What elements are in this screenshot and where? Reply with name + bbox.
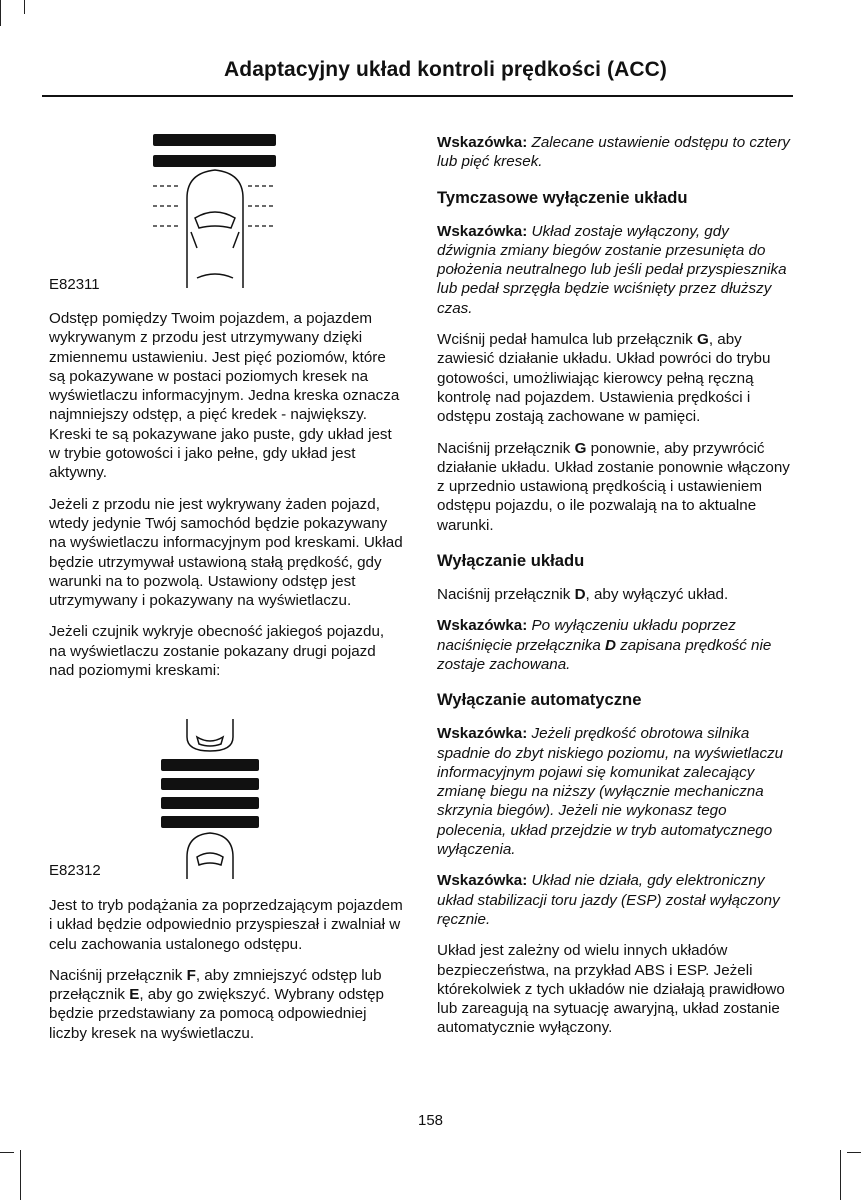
paragraph xyxy=(437,585,792,604)
paragraph xyxy=(49,966,404,1043)
note xyxy=(437,133,792,172)
note xyxy=(437,724,792,859)
crop-mark-bottom-right xyxy=(840,1150,841,1200)
note xyxy=(437,222,792,318)
text-run: , aby zawiesić działanie układu. Układ powróci do trybu gotowości, umożliwiając kierowcy pełną ręczną kontrolę nad pojazdem. Ustawienia prędkości i odstępu zostają zachowane w pamięci. xyxy=(437,331,771,426)
figure-code: E82311 xyxy=(49,276,100,293)
text-run: Naciśnij przełącznik xyxy=(49,966,187,984)
paragraph xyxy=(437,439,792,535)
crop-mark-top-left-v xyxy=(24,0,25,14)
distance-bar xyxy=(161,778,259,790)
note xyxy=(437,871,792,929)
switch-key: D xyxy=(605,636,616,654)
left-column-top xyxy=(49,309,404,692)
section-heading: Wyłączanie automatyczne xyxy=(437,690,642,710)
sensor-dashes xyxy=(153,186,276,226)
note-label: Wskazówka: xyxy=(437,872,528,890)
switch-key: F xyxy=(186,966,196,984)
note-label: Wskazówka: xyxy=(437,617,528,635)
note-label: Wskazówka: xyxy=(437,222,528,240)
note-text: Zalecane ustawienie odstępu to cztery lub pięć kresek. xyxy=(437,134,790,171)
text-run: , aby go zwiększyć. Wybrany odstęp będzie przedstawiany za pomocą odpowiedniej liczby kresek na wyświetlaczu. xyxy=(49,986,384,1042)
section-heading: Wyłączanie układu xyxy=(437,551,585,571)
crop-mark-top-left xyxy=(0,0,1,26)
note-label: Wskazówka: xyxy=(437,134,528,151)
text-run: , aby wyłączyć układ. xyxy=(585,586,729,604)
right-column xyxy=(437,133,792,1050)
figure-distance-bars-no-vehicle xyxy=(145,128,285,290)
text-run: Po wyłączeniu układu poprzez naciśnięcie przełącznika xyxy=(437,617,736,654)
own-car-icon xyxy=(187,170,243,288)
distance-bar xyxy=(161,759,259,771)
text-run: ponownie, aby przywrócić działanie układu. Układ zostanie ponownie włączony z uprzednio ustawioną prędkością i ustawieniem odstępu pojazdu, o ile pozwalają na to aktualne warunki. xyxy=(437,439,790,534)
note-text: Układ nie działa, gdy elektroniczny układ stabilizacji toru jazdy (ESP) został wyłączony ręcznie. xyxy=(437,872,780,928)
text-run: Naciśnij przełącznik xyxy=(437,439,575,457)
section-heading: Tymczasowe wyłączenie układu xyxy=(437,187,688,207)
paragraph: Układ jest zależny od wielu innych układów bezpieczeństwa, na przykład ABS i ESP. Jeżeli którekolwiek z tych układów nie działają prawidłowo lub zareagują na sytuację awaryjną, układ zostanie automatycznie wyłączony. xyxy=(437,942,785,1037)
switch-key: D xyxy=(574,586,586,604)
paragraph: Odstęp pomiędzy Twoim pojazdem, a pojazdem wykrywanym z przodu jest utrzymywany dzięki zmiennemu ustawieniu. Jest pięć poziomów, które są pokazywane w postaci poziomych kresek na wyświetlaczu informacyjnym. Jedna kreska oznacza najmniejszy odstęp, a pięć kredek - największy. Kreski te są pokazywane jako puste, gdy układ jest w trybie gotowości i jako pełne, gdy układ jest aktywny. xyxy=(49,310,400,482)
switch-key: E xyxy=(129,986,140,1004)
text-run: , aby zmniejszyć odstęp lub przełącznik xyxy=(49,966,382,1004)
page-title: Adaptacyjny układ kontroli prędkości (ACC) xyxy=(224,58,667,81)
crop-mark-bottom-right-h xyxy=(847,1152,861,1153)
crop-mark-bottom-left-h xyxy=(0,1152,14,1153)
note-label: Wskazówka: xyxy=(437,725,528,743)
note-text: Układ zostaje wyłączony, gdy dźwignia zmiany biegów zostanie przesunięta do położenia neutralnego lub jeśli pedał przyspiesznika lub pedał sprzęgła będzie wciśnięty przez dłuższy czas. xyxy=(437,222,787,317)
distance-bar xyxy=(153,155,276,167)
switch-key: G xyxy=(574,439,587,457)
paragraph: Jest to tryb podążania za poprzedzającym pojazdem i układ będzie odpowiednio przyspieszał i zwalniał w celu zachowania ustalonego odstępu. xyxy=(49,897,403,953)
own-car-icon xyxy=(187,833,233,879)
paragraph xyxy=(437,330,792,426)
note xyxy=(437,616,792,674)
distance-bar xyxy=(161,797,259,809)
distance-bar xyxy=(161,816,259,828)
figure-code: E82312 xyxy=(49,862,101,879)
text-run: Naciśnij przełącznik xyxy=(437,586,575,604)
figure-distance-bars-vehicle-ahead xyxy=(155,717,265,881)
crop-mark-bottom-left xyxy=(20,1150,21,1200)
note-text: Jeżeli prędkość obrotowa silnika spadnie do zbyt niskiego poziomu, na wyświetlaczu informacyjnym pojawi się komunikat zalecający zmianę biegu na niższy (wyłącznie mechaniczna skrzynia biegów). Jeżeli nie wykonasz tego polecenia, układ przejdzie w tryb automatycznego wyłączenia. xyxy=(437,725,784,859)
paragraph: Jeżeli z przodu nie jest wykrywany żaden pojazd, wtedy jedynie Twój samochód będzie pokazywany na wyświetlaczu informacyjnym pod kreskami. Układ będzie utrzymywał ustawioną stałą prędkość, gdy warunki na to pozwolą. Ustawiony odstęp jest utrzymywany i pokazywany na wyświetlaczu. xyxy=(49,495,403,610)
page-number: 158 xyxy=(417,1112,444,1129)
left-column-bottom xyxy=(49,896,404,1055)
paragraph: Jeżeli czujnik wykryje obecność jakiegoś pojazdu, na wyświetlaczu zostanie pokazany drugi pojazd nad poziomymi kreskami: xyxy=(49,623,385,680)
distance-bar xyxy=(153,134,276,146)
title-rule xyxy=(42,95,793,97)
vehicle-ahead-icon xyxy=(187,719,233,751)
switch-key: G xyxy=(697,331,709,349)
text-run: Wciśnij pedał hamulca lub przełącznik xyxy=(437,331,697,349)
text-run: zapisana prędkość nie zostaje zachowana. xyxy=(437,636,772,673)
